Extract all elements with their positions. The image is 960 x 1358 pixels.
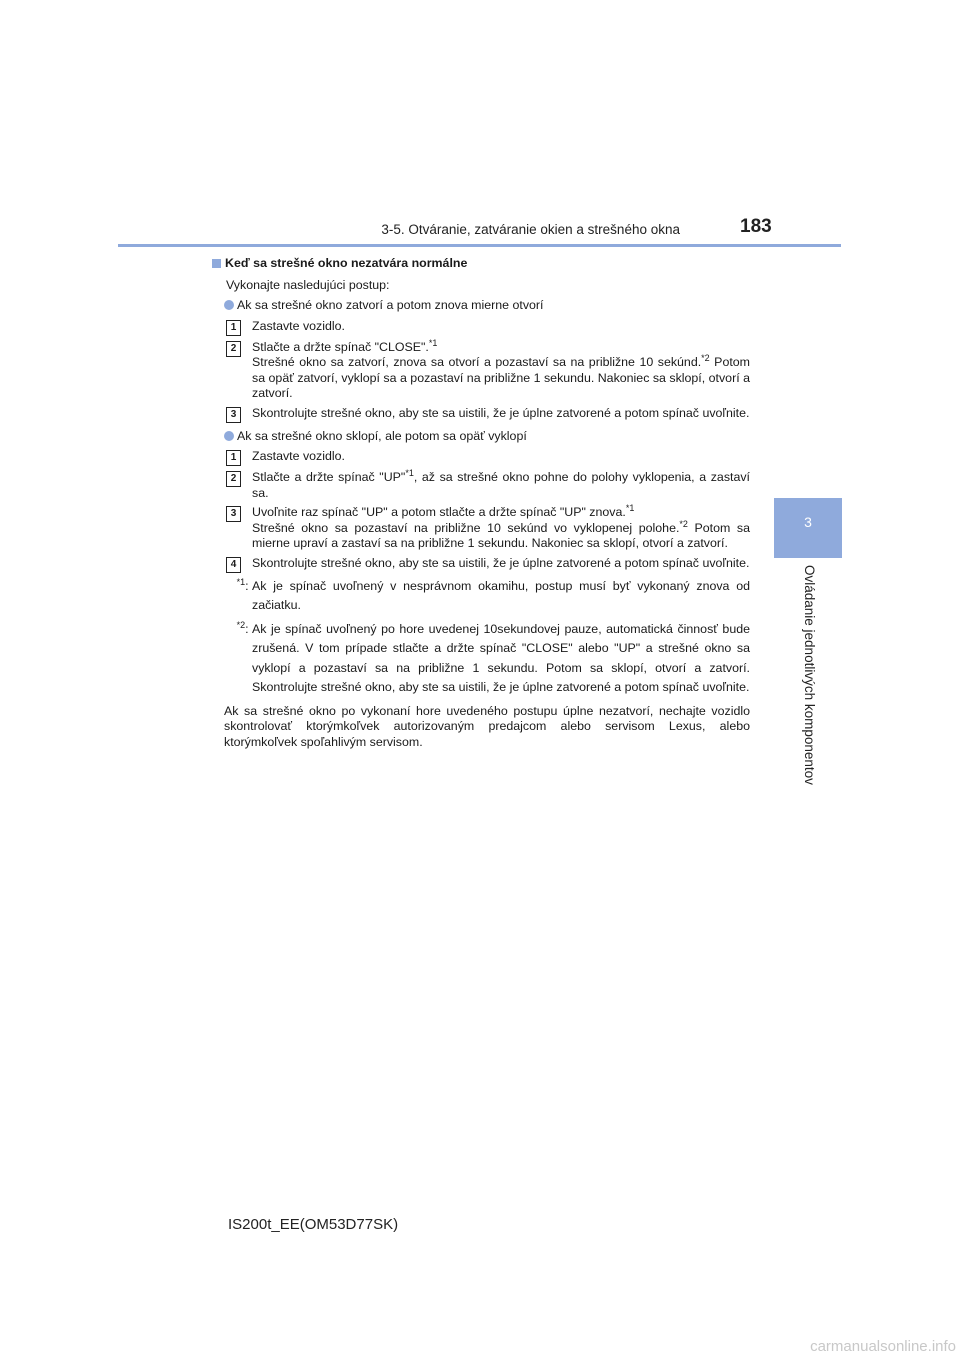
footnote-text: Ak je spínač uvoľnený po hore uvedenej 10sekundovej pauze, automatická činnosť bude zrušená. V tom prípade stlačte a držte spínač "CLOSE" alebo "UP" a strešné okno sa vyklopí a pozastaví sa na približne 1 sekundu. Potom sa sklopí, otvorí a zatvorí. Skontrolujte strešné okno, aby ste sa uistili, že je úplne zatvorené a potom spínač uvoľnite. xyxy=(252,621,750,694)
main-content xyxy=(226,256,750,750)
step-number-icon: 1 xyxy=(226,320,241,336)
watermark: carmanualsonline.info xyxy=(810,1338,956,1355)
chapter-side-title: Ovládanie jednotlivých komponentov xyxy=(802,565,817,785)
step-number-icon: 3 xyxy=(226,407,241,423)
chapter-tab-number: 3 xyxy=(804,514,812,530)
section-heading-text: Keď sa strešné okno nezatvára normálne xyxy=(225,256,468,270)
step-text: Skontrolujte strešné okno, aby ste sa uistili, že je úplne zatvorené a potom spínač uvoľnite. xyxy=(252,555,750,570)
footnote-text: Ak je spínač uvoľnený v nesprávnom okamihu, postup musí byť vykonaný znova od začiatku. xyxy=(252,578,750,612)
intro-text: Vykonajte nasledujúci postup: xyxy=(226,277,390,292)
step-text-part: Potom sa mierne upraví a zastaví sa na približne 1 sekundu. Nakoniec sa sklopí, otvorí a zatvorí. xyxy=(252,520,750,550)
case2-step-1 xyxy=(226,449,750,466)
case2-title xyxy=(224,429,750,445)
case2-step-4 xyxy=(226,556,750,573)
step-text: Zastavte vozidlo. xyxy=(252,449,345,463)
step-text xyxy=(252,502,750,552)
step-text: Skontrolujte strešné okno, aby ste sa uistili, že je úplne zatvorené a potom spínač uvoľnite. xyxy=(252,405,750,420)
footnote-mark-text: *1 xyxy=(236,576,246,587)
case2-step-2 xyxy=(226,467,750,501)
footnote-ref: *1 xyxy=(405,467,414,478)
round-bullet-icon xyxy=(224,431,234,441)
case1-title xyxy=(224,298,750,314)
step-number-icon: 3 xyxy=(226,506,241,522)
step-text xyxy=(252,337,750,402)
case1-title-text: Ak sa strešné okno zatvorí a potom znova mierne otvorí xyxy=(237,298,544,312)
footer-model: IS200t_EE(OM53D77SK) xyxy=(228,1216,399,1233)
footnote-mark: $^{*2}$: xyxy=(236,619,252,636)
step-number-icon: 4 xyxy=(226,557,241,573)
round-bullet-icon xyxy=(224,300,234,310)
step-text-part: Potom sa opäť zatvorí, vyklopí sa a pozastaví na približne 1 sekundu. Nakoniec sa sklopí, otvorí a zatvorí. xyxy=(252,355,750,400)
page-number: 183 xyxy=(740,216,772,237)
footnote-2 xyxy=(226,620,750,698)
case2-step-3 xyxy=(226,502,750,552)
step-text xyxy=(252,467,750,501)
step-text: Zastavte vozidlo. xyxy=(252,318,345,333)
closing-paragraph: Ak sa strešné okno po vykonaní hore uvedeného postupu úplne nezatvorí, nechajte vozidlo skontrolovať ktorýmkoľvek autorizovaným predajcom alebo servisom Lexus, alebo ktorýmkoľvek spoľahlivým servisom. xyxy=(224,703,750,749)
case1-step-2 xyxy=(226,337,750,402)
step-text-part: Strešné okno sa pozastaví na približne 10 sekúnd vo vyklopenej polohe. xyxy=(252,520,680,535)
footnote-1 xyxy=(226,577,750,616)
section-heading xyxy=(212,256,750,272)
step-text-part: Stlačte a držte spínač "UP" xyxy=(252,470,406,484)
footnote-ref: *2 xyxy=(701,352,710,363)
footnote-ref: *1 xyxy=(625,502,635,513)
square-bullet-icon xyxy=(212,259,221,268)
header-rule xyxy=(118,244,841,247)
step-number-icon: 2 xyxy=(226,341,241,357)
footnote-ref: *1 xyxy=(428,337,438,348)
case2-title-text: Ak sa strešné okno sklopí, ale potom sa opäť vyklopí xyxy=(237,428,527,443)
step-text-part: Uvoľnite raz spínač "UP" a potom stlačte a držte spínač "UP" znova. xyxy=(252,505,626,519)
footnote-ref: *2 xyxy=(679,518,688,529)
chapter-tab xyxy=(774,498,842,558)
case1-step-3 xyxy=(226,406,750,423)
chapter-title: 3-5. Otváranie, zatváranie okien a strešného okna xyxy=(381,222,680,237)
footnote-mark: $^{*1}$: xyxy=(236,576,252,593)
footnote-mark-text: *2 xyxy=(236,619,246,630)
step-text-part: Strešné okno sa zatvorí, znova sa otvorí a pozastaví sa na približne 10 sekúnd. xyxy=(252,355,702,369)
step-number-icon: 2 xyxy=(226,471,241,487)
step-text-part: , až sa strešné okno pohne do polohy vyklopenia, a zastaví sa. xyxy=(252,470,750,500)
case1-step-1 xyxy=(226,319,750,336)
step-text-part: Stlačte a držte spínač "CLOSE". xyxy=(252,339,429,354)
step-number-icon: 1 xyxy=(226,450,241,466)
